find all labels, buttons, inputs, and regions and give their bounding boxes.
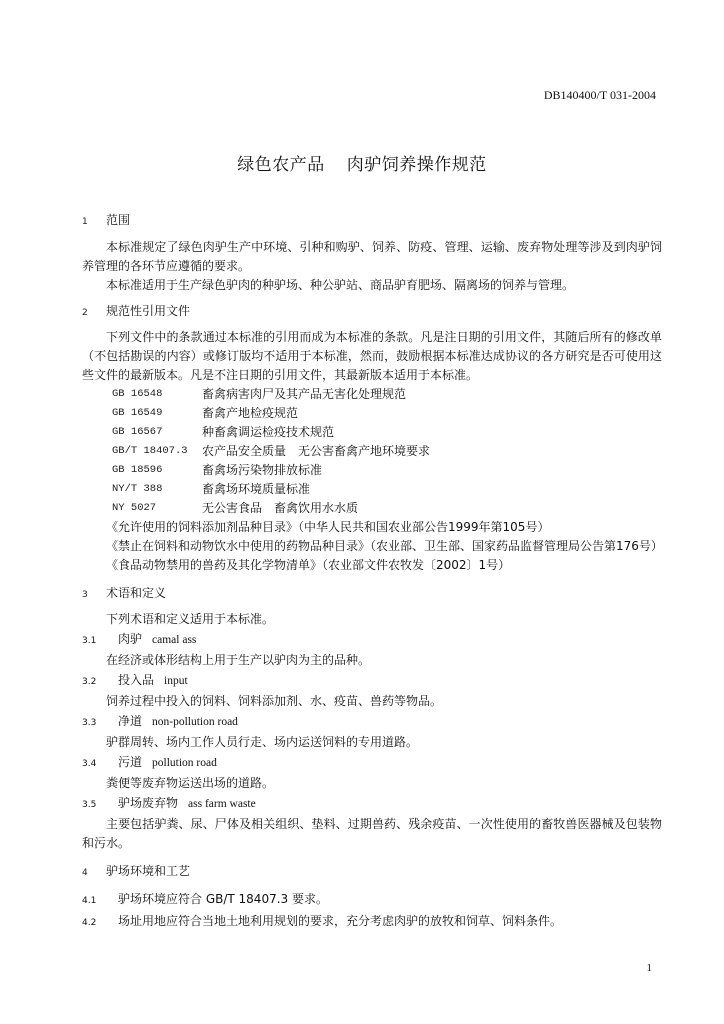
section-heading-4: 4 驴场环境和工艺 — [82, 862, 662, 883]
reference-item: GB 16548 畜禽病害肉尸及其产品无害化处理规范 — [112, 387, 407, 401]
reference-item: GB 16567 种畜禽调运检疫技术规范 — [112, 425, 335, 439]
reference-item: NY/T 388 畜禽场环境质量标准 — [112, 482, 311, 496]
reference-item: GB 18596 畜禽场污染物排放标准 — [112, 463, 323, 477]
document-body — [82, 211, 662, 933]
term-definition: 饲养过程中投入的饲料、饲料添加剂、水、疫苗、兽药等物品。 — [106, 694, 443, 708]
section-title: 驴场环境和工艺 — [106, 864, 191, 878]
paragraph: 本标准规定了绿色肉驴生产中环境、引种和购驴、饲养、防疫、管理、运输、废弃物处理等涉及到肉驴饲养管理的各环节应遵循的要求。 — [82, 240, 662, 273]
term-definition: 在经济或体形结构上用于生产以驴肉为主的品种。 — [106, 653, 371, 667]
reference-item: NY 5027 无公害食品 畜禽饮用水水质 — [112, 501, 359, 515]
reference-item: GB/T 18407.3 农产品安全质量 无公害畜禽产地环境要求 — [112, 444, 431, 458]
section-heading-1: 1 范围 — [82, 211, 662, 232]
title-part-2: 肉驴饲养操作规范 — [346, 155, 487, 175]
term-entry: 3.2 投入品 input — [82, 673, 188, 687]
term-definition: 主要包括驴粪、尿、尸体及相关组织、垫料、过期兽药、残余疫苗、一次性使用的畜牧兽医器械及包装物和污水。 — [82, 817, 662, 850]
term-entry: 3.3 净道 non-pollution road — [82, 714, 238, 728]
reference-document: 《食品动物禁用的兽药及其化学物清单》（农业部文件农牧发〔2002〕1号） — [106, 558, 511, 572]
clause-item: 4.2 场址用地应符合当地土地利用规划的要求，充分考虑肉驴的放牧和饲草、饲料条件。 — [82, 914, 563, 928]
standard-number: DB140400/T 031-2004 — [543, 88, 656, 102]
document-title — [0, 150, 724, 175]
term-entry: 3.1 肉驴 camal ass — [82, 632, 197, 646]
page-number: 1 — [646, 962, 652, 974]
section-heading-2: 2 规范性引用文件 — [82, 302, 662, 323]
paragraph: 下列术语和定义适用于本标准。 — [106, 612, 275, 626]
reference-document: 《允许使用的饲料添加剂品种目录》（中华人民共和国农业部公告1999年第105号） — [106, 520, 550, 534]
clause-item: 4.1 驴场环境应符合 GB/T 18407.3 要求。 — [82, 892, 328, 906]
section-title: 术语和定义 — [106, 586, 167, 600]
paragraph: 下列文件中的条款通过本标准的引用而成为本标准的条款。凡是注日期的引用文件，其随后所有的修改单（不包括勘误的内容）或修订版均不适用于本标准，然而，鼓励根据本标准达成协议的各方研究是否可使用这些文件的最新版本。凡是不注日期的引用文件，其最新版本适用于本标准。 — [82, 330, 662, 382]
section-heading-3: 3 术语和定义 — [82, 584, 662, 605]
reference-document: 《禁止在饲料和动物饮水中使用的药物品种目录》（农业部、卫生部、国家药品监督管理局公告第176号） — [106, 539, 663, 553]
term-entry: 3.4 污道 pollution road — [82, 755, 217, 769]
section-title: 范围 — [106, 213, 131, 227]
term-entry: 3.5 驴场废弃物 ass farm waste — [82, 796, 256, 810]
term-definition: 驴群周转、场内工作人员行走、场内运送饲料的专用道路。 — [106, 735, 419, 749]
title-part-1: 绿色农产品 — [237, 155, 325, 175]
term-definition: 粪便等废弃物运送出场的道路。 — [106, 776, 275, 790]
section-title: 规范性引用文件 — [106, 304, 191, 318]
paragraph: 本标准适用于生产绿色驴肉的种驴场、种公驴站、商品驴育肥场、隔离场的饲养与管理。 — [106, 278, 575, 292]
reference-item: GB 16549 畜禽产地检疫规范 — [112, 406, 299, 420]
